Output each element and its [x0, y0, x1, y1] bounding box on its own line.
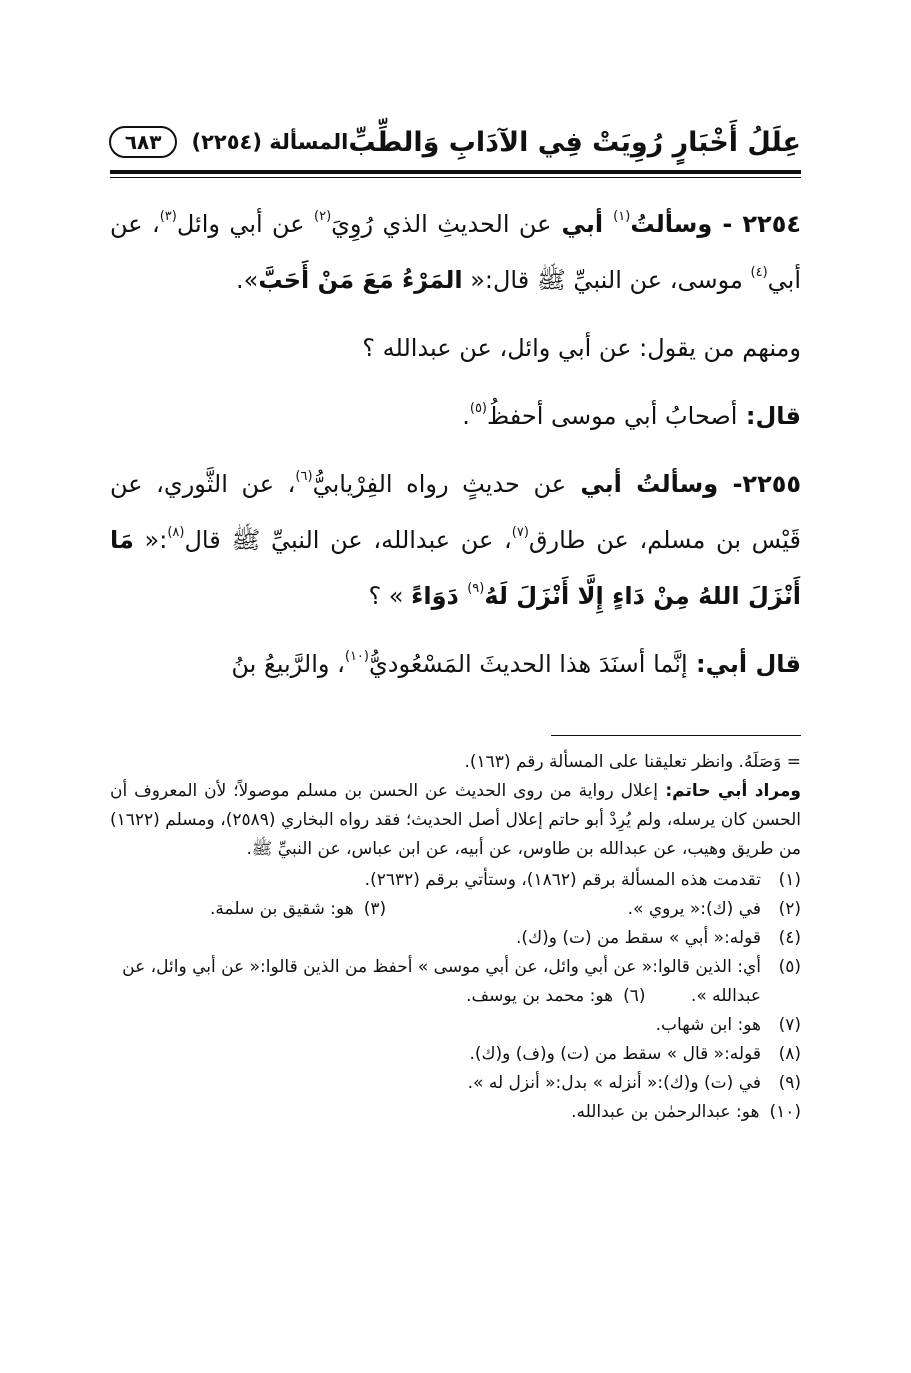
footnote-label: (٥): [778, 957, 801, 977]
footnote-item: [110, 1069, 801, 1098]
question-verb: وسألتُ: [630, 210, 713, 238]
remark-label: ومراد أبي حاتم:: [657, 781, 801, 801]
footnote-item: [110, 1098, 801, 1127]
footnote-label: (٧): [778, 1015, 801, 1035]
remark-text: إعلال رواية من روى الحديث عن الحسن بن مسلم موصولاً؛ لأن المعروف أن الحسن كان يرسله، ولم يُرِدْ أبو حاتم إعلال أصل الحديث؛ فقد رواه البخاري (٢٥٨٩)، ومسلم (١٦٢٢) من طريق وهيب، عن عبدالله بن طاوس، عن أبيه، عن ابن عباس، عن النبيِّ ﷺ.: [110, 781, 802, 859]
footnote-label: (٢): [778, 899, 801, 919]
footnote-ref-6: (٦): [295, 469, 313, 484]
footnote-list: [110, 866, 801, 1127]
footnote-separator: [551, 735, 801, 736]
text-span: :«: [133, 526, 168, 554]
paragraph-2255: [110, 456, 801, 624]
footnote-item: [110, 866, 801, 895]
footnote-pair: [110, 895, 761, 924]
text-span: أصحابُ أبي موسى أحفظُ: [487, 402, 738, 430]
text-span: عن حديثٍ رواه الفِرْيابيُّ: [312, 470, 567, 498]
question-verb: وسألتُ أبي: [566, 470, 719, 498]
hadith-text: دَوَاءً: [411, 582, 468, 610]
footnote-continuation: = وَصَلَهُ. وانظر تعليقنا على المسألة رقم (١٦٣).: [464, 752, 801, 772]
header-rule-thick: [110, 170, 801, 174]
footnote-text: قوله:« أبي » سقط من (ت) و(ك).: [516, 928, 761, 948]
footnote-text-with-inline: [110, 953, 761, 1011]
footnote-label: (٩): [778, 1073, 801, 1093]
footnote-item: [110, 924, 801, 953]
text-span: ، والرَّبيعُ بنُ: [231, 650, 345, 678]
hadith-text: مَا أَنْزَلَ اللهُ مِنْ دَاءٍ إِلَّا أَنْزَلَ لَهُ: [110, 526, 801, 610]
running-header: [110, 118, 801, 166]
footnote-text: أي: الذين قالوا:« عن أبي وائل، عن أبي موسى » أحفظ من الذين قالوا:« عن أبي وائل، عن عبدالله ».: [122, 957, 761, 1006]
footnote-text: في (ك):« يروي ».: [627, 899, 761, 919]
footnote-label: (٦): [623, 986, 646, 1006]
footnote-inline: [466, 982, 645, 1011]
issue-label: المسألة (٢٢٥٤): [191, 130, 349, 154]
footnote-item: [110, 1011, 801, 1040]
footnote-item: [110, 953, 801, 1011]
text-span: عن أبي وائل: [176, 210, 314, 238]
footnote-label: (١): [778, 870, 801, 890]
footnote-ref-7: (٧): [511, 525, 529, 540]
issue-number: ٢٢٥٥-: [718, 470, 802, 498]
paragraph-2254: [110, 196, 801, 308]
footnote-label: (٨): [778, 1044, 801, 1064]
text-span: موسى، عن النبيِّ ﷺ قال:«: [462, 266, 751, 294]
footnote-ref-1: (١): [613, 209, 631, 224]
paragraph-answer-2: [110, 636, 801, 692]
text-span: ».: [236, 266, 259, 294]
text-span: ، عن عبدالله، عن النبيِّ ﷺ قال: [184, 526, 512, 554]
footnote-text: في (ت) و(ك):« أنزله » بدل:« أنزل له ».: [467, 1073, 761, 1093]
text-span: .: [462, 402, 470, 430]
father-ref: أبي: [551, 210, 614, 238]
paragraph-answer: [110, 388, 801, 444]
page-number: ٦٨٣: [109, 126, 178, 158]
footnote-text: تقدمت هذه المسألة برقم (١٨٦٢)، وستأتي برقم (٢٦٣٢).: [364, 870, 761, 890]
main-text: [110, 196, 801, 704]
text-span: عن الحديثِ الذي رُوِيَ: [331, 210, 552, 238]
paragraph-variant: ومنهم من يقول: عن أبي وائل، عن عبدالله ؟: [362, 334, 801, 362]
footnotes: [110, 748, 801, 1127]
footnote-text: هو: محمد بن يوسف.: [466, 986, 614, 1006]
header-meta: [109, 126, 348, 158]
footnote-item: [110, 895, 801, 924]
footnote-text: قوله:« قال » سقط من (ت) و(ف) و(ك).: [469, 1044, 761, 1064]
text-span: ، عن الثَّوري، عن قَيْس بن مسلم، عن طارق: [110, 470, 801, 554]
footnote-label: (١٠): [769, 1102, 801, 1122]
footnote-label: (٣): [363, 899, 387, 919]
text-span: » ؟: [368, 582, 412, 610]
footnote-inline: [210, 895, 386, 924]
text-span: ، عن أبي: [110, 210, 801, 294]
book-title: عِلَلُ أَخْبَارٍ رُوِيَتْ فِي الآدَابِ وَالطِّبِّ: [348, 126, 801, 158]
footnote-ref-2: (٢): [314, 209, 332, 224]
footnote-text: هو: شقيق بن سلمة.: [210, 899, 354, 919]
footnote-text: هو: عبدالرحمٰن بن عبدالله.: [571, 1102, 760, 1122]
footnote-ref-10: (١٠): [344, 649, 369, 664]
answer-label: قال أبي:: [687, 650, 801, 678]
footnote-ref-4: (٤): [750, 265, 768, 280]
header-rule-thin: [110, 177, 801, 178]
issue-number: ٢٢٥٤ -: [712, 210, 801, 238]
footnote-label: (٤): [778, 928, 801, 948]
footnote-ref-8: (٨): [167, 525, 185, 540]
hadith-text: المَرْءُ مَعَ مَنْ أَحَبَّ: [258, 266, 463, 294]
footnote-text: هو: ابن شهاب.: [655, 1015, 761, 1035]
answer-label: قال:: [737, 402, 801, 430]
footnote-remark: [110, 777, 801, 864]
footnote-item: [110, 1040, 801, 1069]
footnote-ref-5: (٥): [469, 401, 487, 416]
footnote-ref-3: (٣): [159, 209, 177, 224]
text-span: إنَّما أسنَدَ هذا الحديثَ المَسْعُوديُّ: [368, 650, 688, 678]
footnote-ref-9: (٩): [467, 581, 485, 596]
